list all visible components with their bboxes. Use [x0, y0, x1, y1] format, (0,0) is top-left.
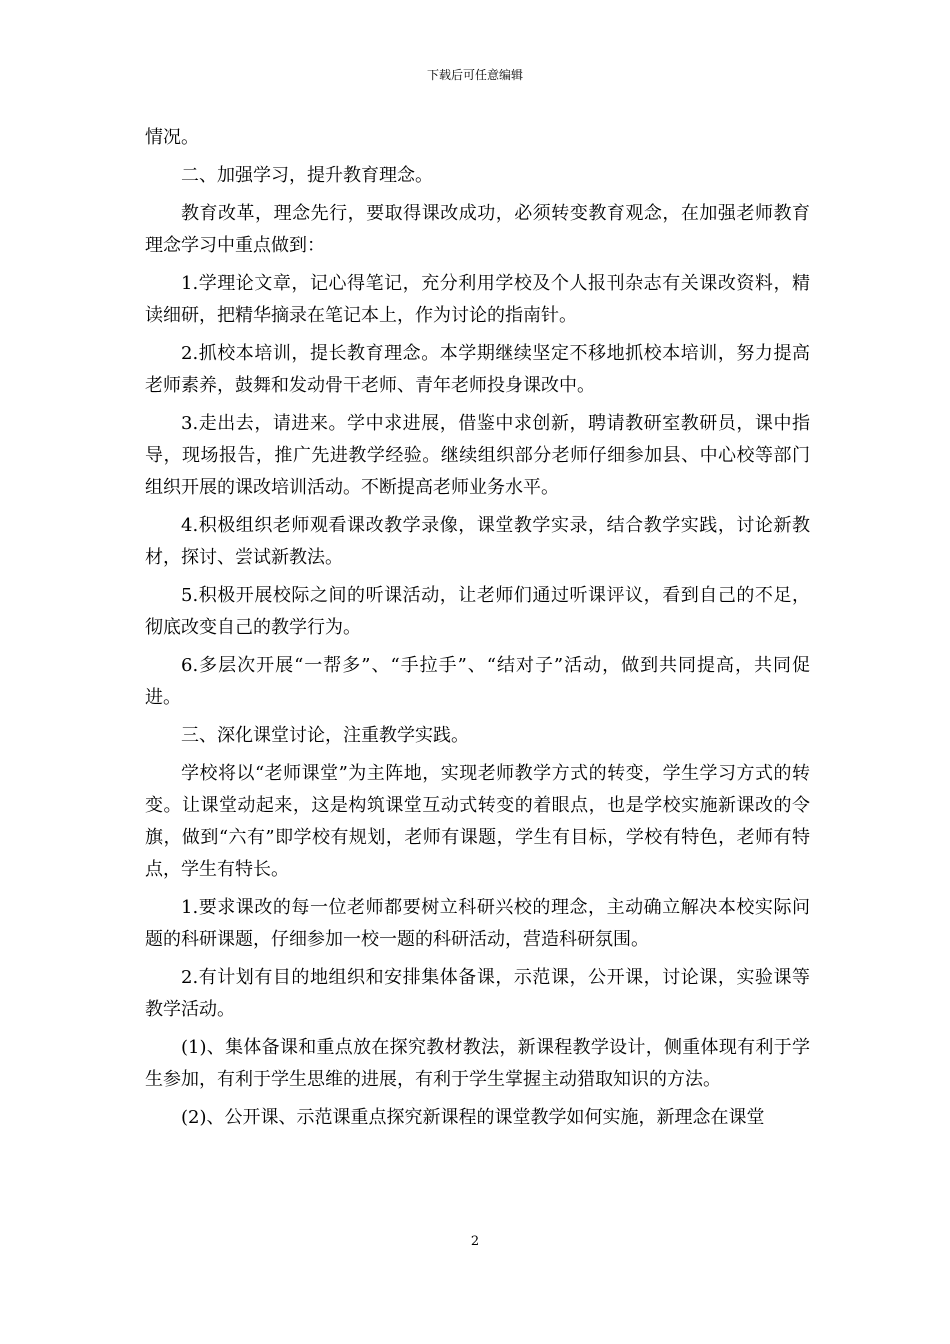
paragraph: 情况。	[145, 127, 199, 148]
page-number: 2	[470, 1234, 480, 1249]
list-item: 5.积极开展校际之间的听课活动，让老师们通过听课评议，看到自己的不足，彻底改变自己的教学行为。	[145, 585, 810, 638]
list-item: 6.多层次开展“一帮多”、“手拉手”、“结对子”活动，做到共同提高，共同促进。	[145, 655, 810, 708]
sub-list-item: (2)、公开课、示范课重点探究新课程的课堂教学如何实施，新理念在课堂	[181, 1107, 765, 1128]
section-heading: 二、加强学习，提升教育理念。	[181, 165, 433, 186]
document-body	[145, 122, 810, 1140]
paragraph: 学校将以“老师课堂”为主阵地，实现老师教学方式的转变，学生学习方式的转变。让课堂动起来，这是构筑课堂互动式转变的着眼点，也是学校实施新课改的令旗，做到“六有”即学校有规划，老师有课题，学生有目标，学校有特色，老师有特点，学生有特长。	[145, 763, 810, 880]
list-item: 2.有计划有目的地组织和安排集体备课，示范课，公开课，讨论课，实验课等教学活动。	[145, 967, 810, 1020]
section-heading: 三、深化课堂讨论，注重教学实践。	[181, 725, 469, 746]
list-item: 4.积极组织老师观看课改教学录像，课堂教学实录，结合教学实践，讨论新教材，探讨、尝试新教法。	[145, 515, 810, 568]
list-item: 2.抓校本培训，提长教育理念。本学期继续坚定不移地抓校本培训，努力提高老师素养，鼓舞和发动骨干老师、青年老师投身课改中。	[145, 343, 810, 396]
paragraph: 教育改革，理念先行，要取得课改成功，必须转变教育观念，在加强老师教育理念学习中重点做到：	[145, 203, 810, 256]
list-item: 1.学理论文章，记心得笔记，充分利用学校及个人报刊杂志有关课改资料，精读细研，把精华摘录在笔记本上，作为讨论的指南针。	[145, 273, 810, 326]
sub-list-item: (1)、集体备课和重点放在探究教材教法，新课程教学设计，侧重体现有利于学生参加，有利于学生思维的进展，有利于学生掌握主动猎取知识的方法。	[145, 1037, 810, 1090]
list-item: 1.要求课改的每一位老师都要树立科研兴校的理念，主动确立解决本校实际问题的科研课题，仔细参加一校一题的科研活动，营造科研氛围。	[145, 897, 810, 950]
list-item: 3.走出去，请进来。学中求进展，借鉴中求创新，聘请教研室教研员，课中指导，现场报告，推广先进教学经验。继续组织部分老师仔细参加县、中心校等部门组织开展的课改培训活动。不断提高老师业务水平。	[145, 413, 810, 498]
page-header: 下载后可任意编辑	[426, 68, 523, 82]
